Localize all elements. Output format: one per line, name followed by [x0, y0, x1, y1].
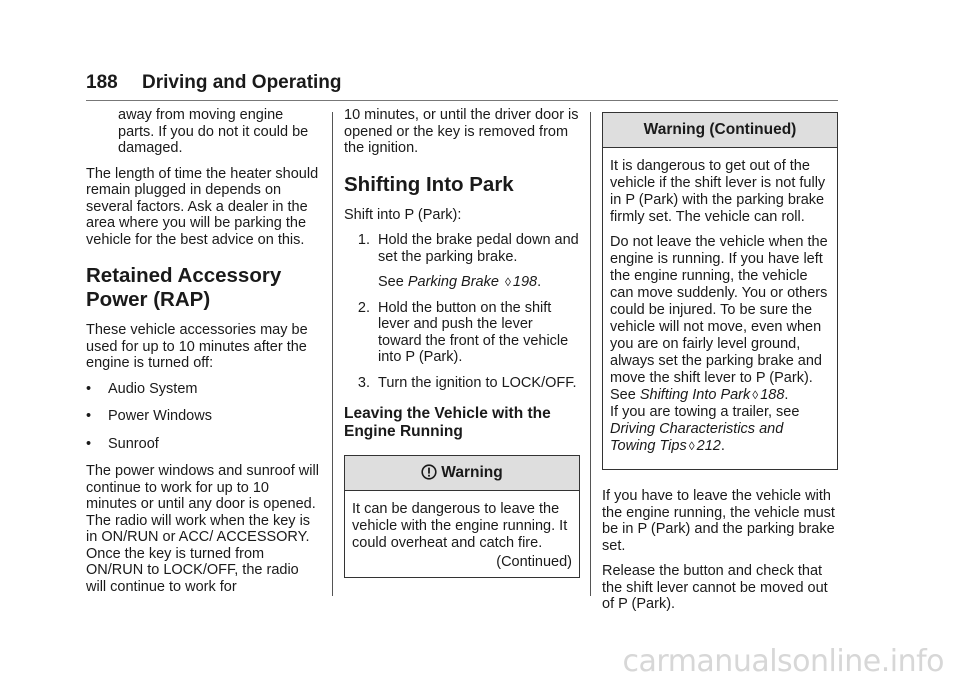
column-divider	[332, 112, 333, 596]
page-ref-number[interactable]: 188	[760, 387, 785, 403]
paragraph: These vehicle accessories may be used for up to 10 minutes after the engine is turned off:	[86, 322, 308, 371]
see-label: See	[610, 387, 636, 403]
page-ref-icon: ◊	[752, 388, 759, 402]
warning-title	[345, 456, 579, 491]
step-text: Hold the button on the shift lever and push the lever toward the front of the vehicle into P (Park).	[378, 299, 569, 365]
heading-line: Engine Running	[344, 423, 463, 440]
steps-list	[344, 232, 580, 265]
warning-text	[610, 234, 830, 404]
paragraph: Release the button and check that the shift lever cannot be moved out of P (Park).	[602, 563, 828, 612]
steps-list	[344, 300, 580, 392]
paragraph: The length of time the heater should remain plugged in depends on several factors. Ask a dealer in the area where you will be parking the vehicle for the best advice on this.	[86, 165, 319, 248]
list-item	[86, 436, 322, 453]
column-divider	[590, 112, 591, 596]
paragraph: If you have to leave the vehicle with the engine running, the vehicle must be in P (Park) and the parking brake set.	[602, 488, 835, 554]
warning-title-text: Warning	[441, 464, 503, 481]
paragraph: 10 minutes, or until the driver door is opened or the key is removed from the ignition.	[344, 107, 579, 156]
list-item	[344, 375, 580, 392]
period: .	[537, 274, 542, 290]
paragraph: Shift into P (Park):	[344, 206, 462, 223]
bullet-icon: •	[86, 435, 92, 452]
cross-reference-link[interactable]: Driving Characteristics and Towing Tips	[610, 421, 784, 454]
continued-label: (Continued)	[496, 554, 572, 570]
step-text: Turn the ignition to LOCK/OFF.	[378, 374, 577, 391]
page-number: 188	[86, 72, 118, 93]
list-item	[344, 232, 580, 265]
step-number: 2.	[357, 299, 370, 316]
paragraph: away from moving engine parts. If you do not it could be damaged.	[118, 107, 309, 156]
page-ref-icon: ◊	[504, 275, 511, 289]
tow-text: If you are towing a trailer, see	[610, 404, 800, 420]
cross-reference-link[interactable]: Parking Brake	[407, 274, 499, 290]
heading-line: Retained Accessory	[86, 264, 282, 287]
step-number: 3.	[357, 374, 370, 391]
warning-text: It can be dangerous to leave the vehicle with the engine running. It could overheat and catch fire.	[352, 501, 568, 551]
warning-icon	[421, 464, 437, 480]
list-item-text: Sunroof	[108, 435, 159, 452]
bullet-icon: •	[86, 380, 92, 397]
bullet-icon: •	[86, 408, 92, 424]
step-number: 1.	[357, 232, 370, 248]
heading-shifting-into-park: Shifting Into Park	[344, 172, 514, 196]
page-ref-number[interactable]: 212	[696, 438, 721, 454]
see-label: See	[378, 274, 404, 290]
warning-text-body: Do not leave the vehicle when the engine is running. If you have left the engine running, the vehicle can move suddenly. You or others could be injured. To be sure the vehicle will not move, even when you are on fairly level ground, always set the parking brake and move the shift lever to P (Park).	[610, 234, 828, 386]
warning-body	[603, 148, 837, 469]
column-left	[86, 107, 322, 604]
warning-title: Warning (Continued)	[603, 113, 837, 148]
heading-leaving-vehicle	[344, 405, 580, 441]
list-item	[344, 300, 580, 366]
column-right	[602, 107, 838, 622]
heading-line: Power (RAP)	[86, 288, 211, 311]
warning-text	[610, 404, 830, 455]
warning-box-continued	[602, 112, 838, 470]
warning-body	[345, 491, 579, 577]
page-ref-icon: ◊	[688, 439, 695, 453]
period: .	[784, 387, 789, 403]
heading-retained-accessory-power	[86, 264, 322, 312]
watermark: carmanualsonline.info	[622, 644, 944, 679]
list-item	[86, 408, 322, 425]
paragraph: The power windows and sunroof will continue to work for up to 10 minutes or until any door is opened. The radio will work when the key is in ON/RUN or ACC/ ACCESSORY. Once the key is turned from ON/RUN to LOCK/OFF, the radio will continue to work for	[86, 463, 319, 595]
cross-reference	[344, 274, 580, 291]
list-item-text: Power Windows	[108, 408, 212, 424]
list-item-text: Audio System	[108, 380, 198, 397]
list-item	[86, 381, 322, 398]
warning-text: It is dangerous to get out of the vehicle if the shift lever is not fully in P (Park) with the parking brake firmly set. The vehicle can roll.	[610, 158, 826, 225]
heading-line: Leaving the Vehicle with the	[344, 405, 551, 422]
page-ref-number[interactable]: 198	[512, 274, 538, 290]
warning-box	[344, 455, 580, 578]
cross-reference-link[interactable]: Shifting Into Park	[639, 387, 751, 403]
section-title: Driving and Operating	[142, 72, 342, 93]
period: .	[720, 438, 725, 454]
step-text: Hold the brake pedal down and set the parking brake.	[378, 232, 579, 265]
page-header	[86, 70, 838, 101]
column-middle	[344, 107, 580, 578]
